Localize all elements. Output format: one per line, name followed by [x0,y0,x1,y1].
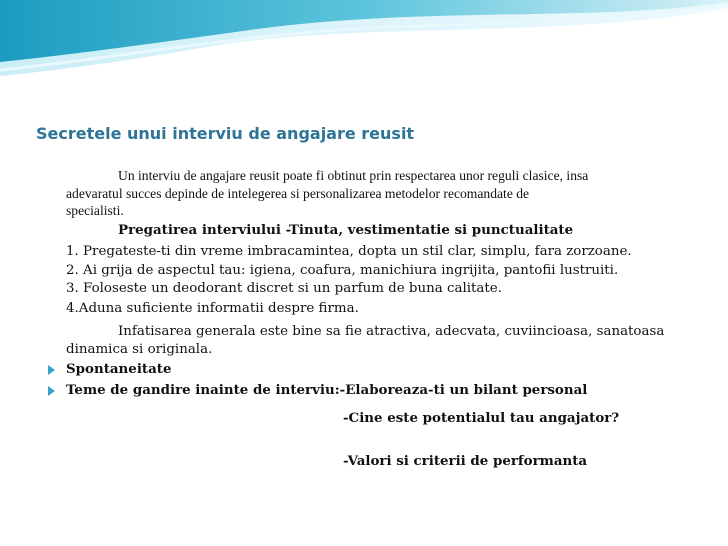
intro-line-2: adevaratul succes depinde de intelegerea si personalizarea metodelor recomandate de [66,186,530,201]
bullet-arrow-icon [48,365,55,375]
section-heading: Pregatirea interviului -Tinuta, vestimentatie si punctualitate [118,222,574,238]
bullet-item: Spontaneitate [66,361,172,377]
question-line-2: -Valori si criterii de performanta [343,453,588,469]
question-line-1: -Cine este potentialul tau angajator? [343,410,620,426]
appearance-line-2: dinamica si originala. [66,342,213,357]
intro-line-1: Un interviu de angajare reusit poate fi obtinut prin respectarea unor reguli clasice, insa [118,168,589,183]
list-item: 3. Foloseste un deodorant discret si un parfum de buna calitate. [66,281,502,296]
bullet-arrow-icon [48,386,55,396]
bullet-item: Teme de gandire inainte de interviu:-Elaboreaza-ti un bilant personal [66,382,588,398]
list-item: 1. Pregateste-ti din vreme imbracamintea, dopta un stil clar, simplu, fara zorzoane. [66,244,632,259]
intro-line-3: specialisti. [66,203,124,218]
appearance-line-1: Infatisarea generala este bine sa fie atractiva, adecvata, cuviincioasa, sanatoasa [118,324,665,339]
list-item: 4.Aduna suficiente informatii despre firma. [66,301,359,316]
slide-title: Secretele unui interviu de angajare reusit [36,124,415,143]
list-item: 2. Ai grija de aspectul tau: igiena, coafura, manichiura ingrijita, pantofii lustruiti. [66,263,619,278]
